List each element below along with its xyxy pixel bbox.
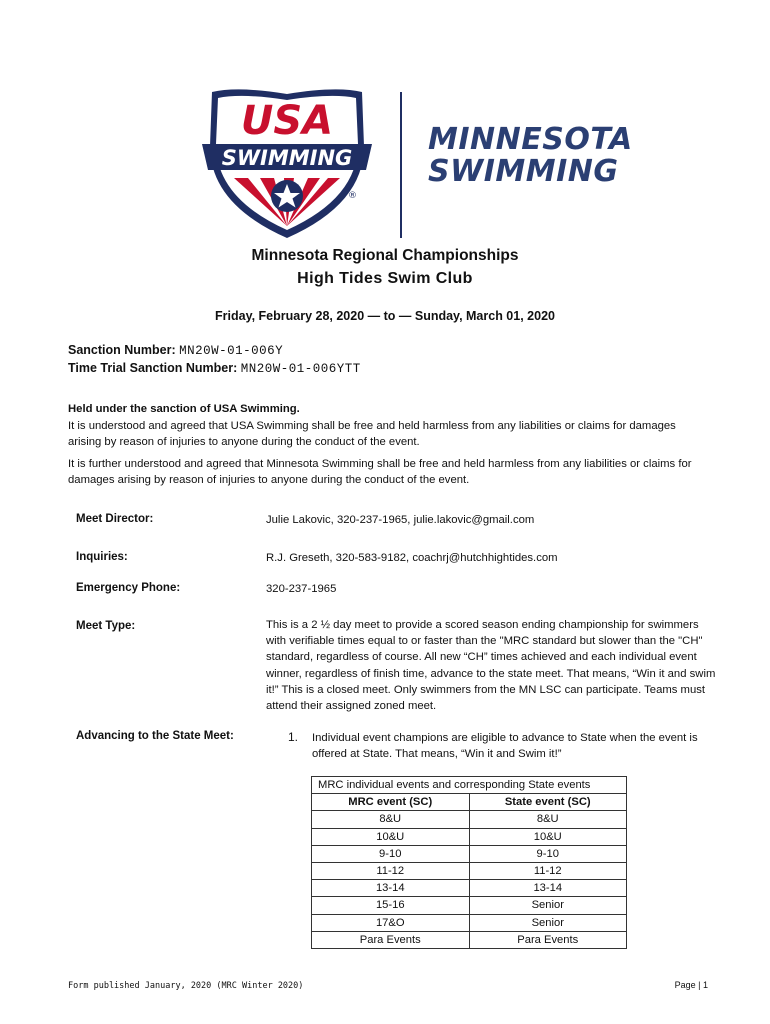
mn-liability-paragraph: It is further understood and agreed that Minnesota Swimming shall be free and held harmless from any liabilities or claims for damages arising by reason of injuries to anyone during the conduct of the event. xyxy=(68,458,692,486)
tt-sanction-label: Time Trial Sanction Number: xyxy=(68,361,238,375)
table-row xyxy=(312,880,627,897)
table-row xyxy=(312,862,627,879)
sanction-number xyxy=(68,343,283,358)
mn-logo-line1: MINNESOTA xyxy=(428,122,633,157)
table-row xyxy=(312,897,627,914)
table-row xyxy=(312,828,627,845)
svg-text:SWIMMING: SWIMMING xyxy=(221,146,353,170)
footer-page-number: Page | 1 xyxy=(674,980,708,990)
table-row xyxy=(312,931,627,948)
host-club: High Tides Swim Club xyxy=(297,270,473,287)
meet-title: Minnesota Regional Championships xyxy=(251,247,519,264)
meet-director-label: Meet Director: xyxy=(76,513,154,525)
mrc-event-cell: 15-16 xyxy=(312,897,470,914)
state-event-cell: 9-10 xyxy=(469,845,627,862)
advancing-label: Advancing to the State Meet: xyxy=(76,730,234,742)
sanction-heading: Held under the sanction of USA Swimming. xyxy=(68,403,300,415)
usa-swimming-logo xyxy=(198,86,376,242)
state-event-cell: 8&U xyxy=(469,811,627,828)
state-event-cell: Senior xyxy=(469,897,627,914)
meet-type-value: This is a 2 ½ day meet to provide a scored season ending championship for swimmers with verifiable times equal to or faster than the "MRC standard but slower than the "CH" standard, regardless of course. All new “CH” times achieved and each individual event winner, regardless of finish time, advance to the state meet. That means, “Win it and swim it!” This is a closed meet. Only swimmers from the MN LSC can participate. Teams must attend their assigned zoned meet. xyxy=(266,619,716,713)
meet-director-value: Julie Lakovic, 320-237-1965, julie.lakovic@gmail.com xyxy=(266,514,535,526)
state-event-cell: 11-12 xyxy=(469,862,627,879)
sanction-number-value: MN20W-01-006Y xyxy=(179,344,284,358)
mrc-event-cell: 13-14 xyxy=(312,880,470,897)
sanction-number-label: Sanction Number: xyxy=(68,343,176,357)
events-table xyxy=(311,776,627,949)
state-event-header: State event (SC) xyxy=(469,794,627,811)
svg-text:USA: USA xyxy=(240,98,334,144)
state-event-cell: 13-14 xyxy=(469,880,627,897)
header-logos xyxy=(198,86,633,246)
tt-sanction-value: MN20W-01-006YTT xyxy=(240,362,361,376)
inquiries-label: Inquiries: xyxy=(76,551,128,563)
state-event-cell: 10&U xyxy=(469,828,627,845)
mrc-event-cell: 11-12 xyxy=(312,862,470,879)
emergency-phone-label: Emergency Phone: xyxy=(76,582,181,594)
mn-logo-line2: SWIMMING xyxy=(428,154,619,189)
table-row xyxy=(312,914,627,931)
svg-text:®: ® xyxy=(348,191,357,201)
inquiries-value: R.J. Greseth, 320-583-9182, coachrj@hutchhightides.com xyxy=(266,552,558,564)
advancing-list-number: 1. xyxy=(288,730,299,744)
emergency-phone-value: 320-237-1965 xyxy=(266,583,337,595)
usa-liability-paragraph: It is understood and agreed that USA Swimming shall be free and held harmless from any liabilities or claims for damages arising by reason of injuries to anyone during the conduct of the event. xyxy=(68,420,676,448)
state-event-cell: Para Events xyxy=(469,931,627,948)
minnesota-swimming-logo xyxy=(428,124,633,188)
state-event-cell: Senior xyxy=(469,914,627,931)
time-trial-sanction-number xyxy=(68,361,361,376)
table-row xyxy=(312,811,627,828)
mrc-event-cell: 9-10 xyxy=(312,845,470,862)
mrc-event-cell: 10&U xyxy=(312,828,470,845)
footer-publication-note: Form published January, 2020 (MRC Winter 2020) xyxy=(68,981,304,991)
table-row xyxy=(312,845,627,862)
advancing-list-text: Individual event champions are eligible to advance to State when the event is offered at State. That means, “Win it and Swim it!” xyxy=(312,732,698,760)
table-caption-row xyxy=(312,777,627,794)
mrc-event-cell: Para Events xyxy=(312,931,470,948)
mrc-event-cell: 8&U xyxy=(312,811,470,828)
mrc-event-cell: 17&O xyxy=(312,914,470,931)
meet-dates: Friday, February 28, 2020 — to — Sunday, March 01, 2020 xyxy=(215,309,555,323)
mrc-event-header: MRC event (SC) xyxy=(312,794,470,811)
table-caption: MRC individual events and corresponding State events xyxy=(312,777,627,794)
table-header-row xyxy=(312,794,627,811)
meet-type-label: Meet Type: xyxy=(76,620,136,632)
logo-divider xyxy=(400,92,402,238)
